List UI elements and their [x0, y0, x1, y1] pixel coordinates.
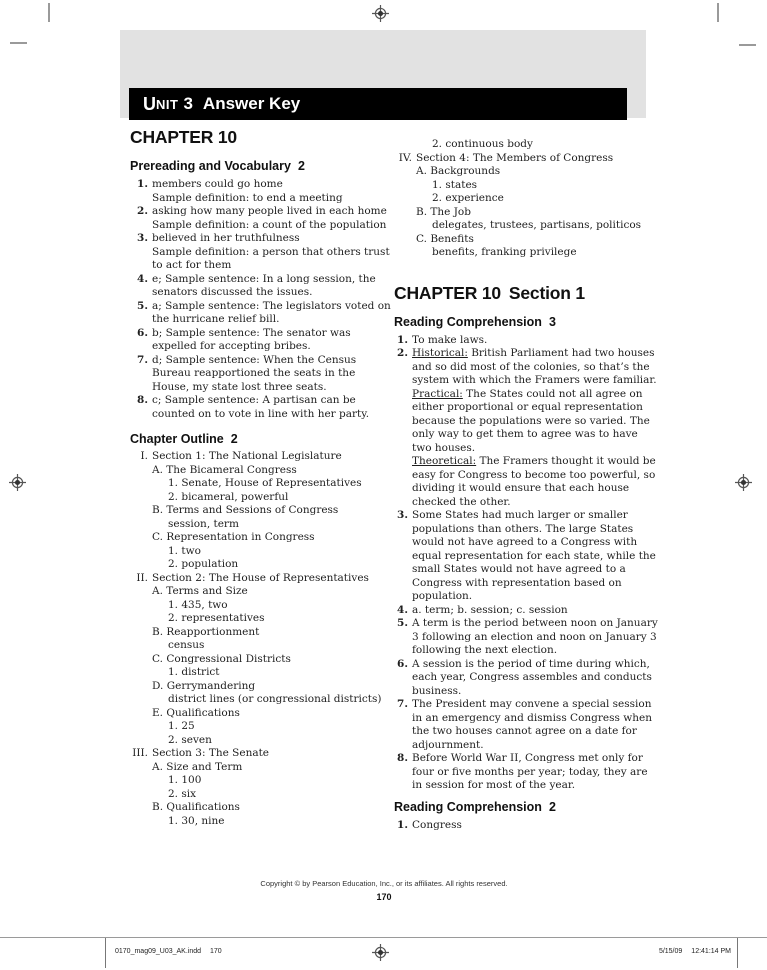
- answer-paragraph: Theoretical: The Framers thought it would be easy for Congress to become too powerful, so dividing it would ensure that each house checked the other.: [412, 455, 656, 508]
- registration-mark-left: [9, 474, 26, 491]
- chapter-10-title: CHAPTER 10: [130, 127, 237, 147]
- outline-roman-numeral: II.: [136, 571, 148, 584]
- outline-line: 1. 30, nine: [168, 814, 225, 827]
- outline-line: benefits, franking privilege: [432, 246, 577, 258]
- answer-body: [152, 232, 392, 273]
- answer-body: [412, 617, 660, 658]
- outline-line: A. Size and Term: [152, 760, 243, 773]
- registration-mark-top-center: [372, 5, 389, 22]
- answer-paragraph: Before World War II, Congress met only for four or five months per year; today, they are in session for most of the year.: [412, 752, 648, 791]
- answer-body: [412, 347, 660, 509]
- outline-line: [394, 152, 660, 166]
- answer-body: [152, 273, 392, 300]
- answer-body: [412, 819, 660, 833]
- slug-filename-block: [115, 948, 222, 955]
- answer-body: [412, 509, 660, 604]
- answer-paragraph: b; Sample sentence: The senator was expelled for accepting bribes.: [152, 326, 351, 352]
- answer-body: [152, 178, 392, 205]
- vocab-answer-list: [130, 178, 392, 421]
- answer-number: 3.: [137, 232, 148, 244]
- answer-body: [152, 300, 392, 327]
- answer-number: 6.: [397, 657, 408, 670]
- answer-number: 5.: [397, 617, 408, 629]
- outline-line: B. Reapportionment: [152, 625, 260, 638]
- outline-line: 2. representatives: [168, 612, 265, 624]
- outline-line: 1. 435, two: [168, 598, 228, 611]
- answer-paragraph: d; Sample sentence: When the Census Bureau reapportioned the seats in the House, my state lost three seats.: [152, 353, 357, 393]
- answer-item: [130, 205, 392, 232]
- page-number: 170: [376, 892, 392, 902]
- outline-line: 2. population: [168, 558, 239, 570]
- prereading-vocabulary-heading: [130, 160, 392, 173]
- answer-body: [412, 334, 660, 348]
- unit-word-rest: NIT: [156, 96, 179, 112]
- heading-score: 2: [548, 799, 556, 814]
- reading-comprehension-3-heading: [394, 316, 660, 329]
- answer-item: [130, 354, 392, 395]
- outline-line: 1. Senate, House of Representatives: [168, 477, 362, 489]
- crop-mark-top-left-horizontal: [10, 42, 27, 44]
- outline-text: Section 2: The House of Representatives: [152, 571, 369, 584]
- answer-number: 5.: [137, 299, 148, 312]
- answer-paragraph: Practical: The States could not all agree on either proportional or equal representation because the populations were so varied. The only way to get them to agree was to have two houses.: [412, 387, 650, 454]
- chapter-outline-continued: [394, 138, 660, 260]
- registration-mark-bottom-center: [372, 944, 389, 961]
- outline-line: A. Terms and Size: [152, 585, 248, 597]
- answer-item: [130, 273, 392, 300]
- slug-filename: 0170_mag09_U03_AK.indd: [115, 948, 202, 955]
- answer-number: 8.: [397, 752, 408, 764]
- answer-item: [130, 394, 392, 421]
- answer-paragraph: A term is the period between noon on January 3 following an election and noon on January 3 following the next election.: [412, 617, 658, 656]
- heading-label: Reading Comprehension: [394, 314, 542, 329]
- outline-text: Section 1: The National Legislature: [152, 450, 342, 462]
- answer-paragraph: Sample definition: a count of the population: [152, 218, 387, 231]
- answer-number: 7.: [137, 353, 148, 366]
- underlined-term: Theoretical:: [412, 455, 477, 467]
- answer-number: 4.: [137, 272, 148, 285]
- answer-body: [412, 604, 660, 618]
- outline-line: C. Representation in Congress: [152, 531, 315, 543]
- answer-paragraph: e; Sample sentence: In a long session, the senators discussed the issues.: [152, 272, 376, 298]
- reading-comprehension-2-list: [394, 819, 660, 833]
- underlined-term: Practical:: [412, 387, 463, 400]
- answer-body: [152, 327, 392, 354]
- outline-roman-numeral: IV.: [398, 151, 412, 164]
- answer-item: [130, 178, 392, 205]
- answer-item: [394, 819, 660, 833]
- answer-item: [130, 232, 392, 273]
- outline-line: B. Qualifications: [152, 801, 240, 813]
- outline-line: 1. 25: [168, 720, 195, 732]
- heading-label: Chapter Outline: [130, 432, 224, 446]
- outline-line: B. The Job: [416, 205, 471, 218]
- chapter-outline-heading: [130, 433, 392, 446]
- answer-paragraph: Sample definition: to end a meeting: [152, 191, 343, 204]
- slug-tick-left: [105, 938, 106, 968]
- outline-line: census: [168, 639, 205, 651]
- unit-number: 3: [183, 94, 193, 113]
- answer-number: 7.: [397, 698, 408, 710]
- answer-paragraph: members could go home: [152, 178, 283, 190]
- underlined-term: Historical:: [412, 347, 468, 359]
- heading-label: Reading Comprehension: [394, 799, 542, 814]
- answer-paragraph: The President may convene a special session in an emergency and dismiss Congress when the two houses cannot agree on a date for adjournment.: [412, 698, 652, 751]
- answer-paragraph: asking how many people lived in each home: [152, 205, 387, 217]
- heading-score: 3: [548, 314, 556, 329]
- answer-paragraph: Sample definition: a person that others trust to act for them: [152, 245, 390, 271]
- outline-line: C. Congressional Districts: [152, 652, 291, 665]
- answer-paragraph: A session is the period of time during which, each year, Congress assembles and conducts business.: [412, 657, 652, 697]
- answer-paragraph: Some States had much larger or smaller populations than others. The large States would not have agreed to a Congress with equal representation for each state, while the small States would not have agreed to a Congress with representation based on population.: [412, 509, 656, 602]
- answer-item: [394, 509, 660, 604]
- outline-line: A. The Bicameral Congress: [152, 463, 297, 476]
- slug-datetime-block: [659, 948, 731, 955]
- outline-line: 1. two: [168, 544, 201, 557]
- outline-line: [130, 572, 392, 586]
- outline-line: B. Terms and Sessions of Congress: [152, 504, 339, 516]
- answer-paragraph: believed in her truthfulness: [152, 232, 300, 244]
- outline-line: E. Qualifications: [152, 706, 240, 719]
- answer-number: 4.: [397, 603, 408, 616]
- answer-paragraph: a. term; b. session; c. session: [412, 603, 568, 616]
- outline-line: A. Backgrounds: [416, 165, 501, 177]
- answer-item: [394, 617, 660, 658]
- answer-number: 1.: [137, 178, 148, 190]
- crop-mark-top-right-horizontal: [739, 44, 756, 46]
- answer-item: [394, 334, 660, 348]
- answer-item: [130, 300, 392, 327]
- answer-body: [412, 698, 660, 752]
- answer-paragraph: a; Sample sentence: The legislators voted on the hurricane relief bill.: [152, 299, 391, 325]
- answer-number: 2.: [137, 205, 148, 217]
- answer-item: [394, 698, 660, 752]
- answer-body: [412, 752, 660, 793]
- unit-bar-title: Answer Key: [202, 94, 301, 113]
- slug-divider-line: [0, 937, 767, 938]
- crop-mark-top-left-vertical: [48, 3, 50, 22]
- answer-number: 3.: [397, 509, 408, 521]
- answer-body: [412, 658, 660, 699]
- answer-item: [130, 327, 392, 354]
- outline-line: session, term: [168, 517, 239, 530]
- unit-word-initial: U: [143, 93, 156, 114]
- left-column: [130, 124, 392, 828]
- outline-line: 1. district: [168, 666, 220, 678]
- answer-number: 6.: [137, 326, 148, 339]
- outline-line: 2. experience: [432, 192, 504, 204]
- copyright-line: Copyright © by Pearson Education, Inc., or its affiliates. All rights reserved.: [260, 879, 508, 888]
- answer-paragraph: c; Sample sentence: A partisan can be counted on to vote in line with her party.: [152, 394, 370, 420]
- outline-line: [130, 747, 392, 761]
- outline-line: C. Benefits: [416, 232, 474, 245]
- answer-paragraph: To make laws.: [412, 333, 488, 346]
- outline-line: 2. six: [168, 787, 197, 800]
- outline-roman-numeral: I.: [140, 450, 148, 462]
- outline-roman-numeral: III.: [132, 747, 148, 759]
- answer-number: 8.: [137, 394, 148, 406]
- outline-line: 2. continuous body: [432, 138, 533, 150]
- outline-line: 2. seven: [168, 733, 212, 746]
- answer-item: [394, 604, 660, 618]
- answer-body: [152, 205, 392, 232]
- answer-body: [152, 354, 392, 395]
- outline-line: 1. states: [432, 178, 478, 191]
- heading-label: Prereading and Vocabulary: [130, 159, 291, 173]
- answer-paragraph: Historical: British Parliament had two houses and so did most of the colonies, so that’s the system with which the Framers were familiar.: [412, 347, 657, 386]
- outline-line: [130, 450, 392, 464]
- answer-item: [394, 347, 660, 509]
- answer-item: [394, 752, 660, 793]
- outline-line: delegates, trustees, partisans, politicos: [432, 219, 642, 231]
- heading-score: 2: [230, 432, 238, 446]
- slug-date: 5/15/09: [658, 948, 683, 955]
- outline-line: 2. bicameral, powerful: [168, 490, 289, 503]
- slug-time: 12:41:14 PM: [691, 948, 731, 955]
- outline-text: Section 4: The Members of Congress: [416, 151, 614, 164]
- chapter-10-section-1-title: [394, 284, 660, 302]
- answer-number: 2.: [397, 347, 408, 359]
- heading-score: 2: [297, 159, 305, 173]
- answer-item: [394, 658, 660, 699]
- answer-number: 1.: [397, 333, 408, 346]
- reading-comprehension-3-list: [394, 334, 660, 793]
- answer-paragraph: Congress: [412, 818, 462, 831]
- section-label: Section 1: [508, 282, 585, 303]
- outline-line: D. Gerrymandering: [152, 679, 256, 692]
- outline-line: 1. 100: [168, 774, 202, 786]
- answer-body: [152, 394, 392, 421]
- reading-comprehension-2-heading: [394, 801, 660, 814]
- chapter-label: CHAPTER 10: [394, 282, 501, 303]
- outline-line: district lines (or congressional districts): [168, 693, 382, 705]
- registration-mark-right: [735, 474, 752, 491]
- outline-text: Section 3: The Senate: [152, 747, 270, 759]
- answer-number: 1.: [397, 818, 408, 831]
- crop-mark-top-right-vertical: [717, 3, 719, 22]
- right-column: [394, 124, 660, 832]
- chapter-outline-left: [130, 450, 392, 828]
- slug-page: 170: [210, 948, 222, 955]
- slug-tick-right: [737, 938, 738, 968]
- unit-title-bar: [129, 88, 627, 120]
